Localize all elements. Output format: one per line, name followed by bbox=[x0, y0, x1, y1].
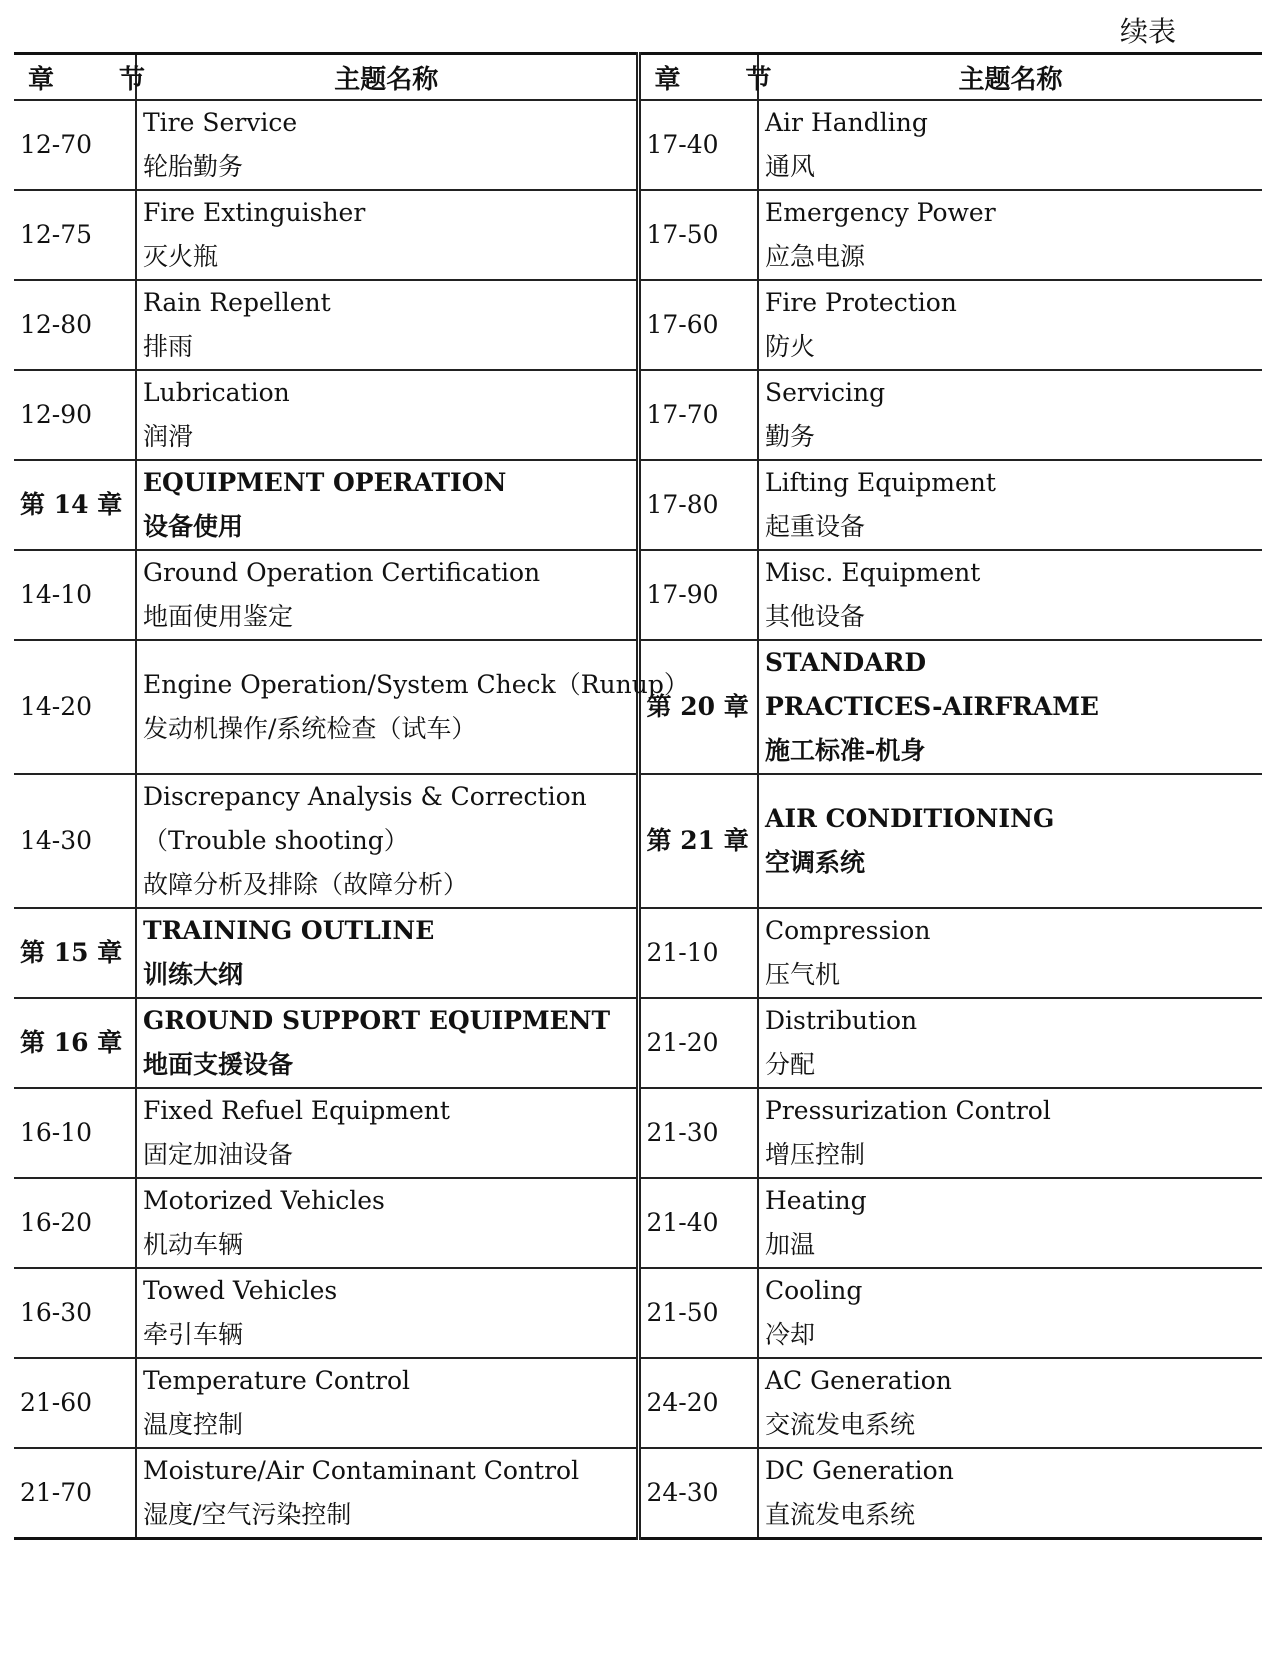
right-topic-title bbox=[758, 550, 1262, 640]
left-topic-title bbox=[136, 1358, 638, 1448]
left-chapter-code: 21-60 bbox=[14, 1358, 136, 1448]
table-row bbox=[14, 460, 1262, 550]
right-topic-title bbox=[758, 908, 1262, 998]
topic-line: （Trouble shooting） bbox=[143, 826, 409, 855]
right-chapter-code: 17-60 bbox=[638, 280, 758, 370]
right-chapter-code: 17-50 bbox=[638, 190, 758, 280]
left-topic-title bbox=[136, 370, 638, 460]
topic-line: Lifting Equipment bbox=[765, 468, 996, 497]
header-title-left: 主题名称 bbox=[136, 54, 638, 101]
left-topic-title bbox=[136, 550, 638, 640]
right-topic-title bbox=[758, 100, 1262, 190]
topic-line: 训练大纲 bbox=[143, 960, 244, 989]
table-row bbox=[14, 1448, 1262, 1539]
topic-line: 起重设备 bbox=[765, 512, 866, 541]
left-topic-title bbox=[136, 998, 638, 1088]
right-chapter-code: 21-30 bbox=[638, 1088, 758, 1178]
topic-line: Engine Operation/System Check（Runup） bbox=[143, 670, 689, 699]
topic-line: AIR CONDITIONING bbox=[765, 804, 1055, 833]
right-topic-title bbox=[758, 280, 1262, 370]
right-topic-title bbox=[758, 1088, 1262, 1178]
right-chapter-code: 17-70 bbox=[638, 370, 758, 460]
topic-line: 发动机操作/系统检查（试车） bbox=[143, 714, 477, 743]
topic-line: 分配 bbox=[765, 1050, 816, 1079]
right-chapter-code: 21-40 bbox=[638, 1178, 758, 1268]
right-topic-title bbox=[758, 370, 1262, 460]
topic-line: 通风 bbox=[765, 152, 816, 181]
topic-line: AC Generation bbox=[765, 1366, 952, 1395]
table-row bbox=[14, 280, 1262, 370]
chapter-table bbox=[14, 52, 1262, 1540]
continued-label: 续表 bbox=[1120, 15, 1177, 48]
right-chapter-code: 24-30 bbox=[638, 1448, 758, 1539]
left-chapter-code: 14-20 bbox=[14, 640, 136, 774]
left-topic-title bbox=[136, 280, 638, 370]
topic-line: Pressurization Control bbox=[765, 1096, 1051, 1125]
table-row bbox=[14, 908, 1262, 998]
left-chapter-code: 16-30 bbox=[14, 1268, 136, 1358]
left-chapter-code: 第 14 章 bbox=[14, 460, 136, 550]
right-chapter-code: 第 20 章 bbox=[638, 640, 758, 774]
left-chapter-code: 第 15 章 bbox=[14, 908, 136, 998]
topic-line: 勤务 bbox=[765, 422, 816, 451]
right-topic-title bbox=[758, 1268, 1262, 1358]
table-row bbox=[14, 550, 1262, 640]
topic-line: 机动车辆 bbox=[143, 1230, 244, 1259]
topic-line: Rain Repellent bbox=[143, 288, 331, 317]
topic-line: 其他设备 bbox=[765, 602, 866, 631]
topic-line: 压气机 bbox=[765, 960, 841, 989]
right-topic-title bbox=[758, 1358, 1262, 1448]
right-chapter-code: 17-90 bbox=[638, 550, 758, 640]
topic-line: 地面使用鉴定 bbox=[143, 602, 294, 631]
left-topic-title bbox=[136, 640, 689, 774]
left-chapter-code: 第 16 章 bbox=[14, 998, 136, 1088]
left-chapter-code: 21-70 bbox=[14, 1448, 136, 1539]
topic-line: 增压控制 bbox=[765, 1140, 866, 1169]
topic-line: DC Generation bbox=[765, 1456, 954, 1485]
left-chapter-code: 14-30 bbox=[14, 774, 136, 908]
table-body bbox=[14, 100, 1262, 1539]
left-chapter-code: 14-10 bbox=[14, 550, 136, 640]
left-chapter-code: 12-70 bbox=[14, 100, 136, 190]
topic-line: Emergency Power bbox=[765, 198, 996, 227]
topic-line: Misc. Equipment bbox=[765, 558, 981, 587]
left-topic-title bbox=[136, 100, 638, 190]
topic-line: 排雨 bbox=[143, 332, 194, 361]
right-topic-title bbox=[758, 774, 1262, 908]
topic-line: 冷却 bbox=[765, 1320, 816, 1349]
table-row bbox=[14, 190, 1262, 280]
table-row bbox=[14, 998, 1262, 1088]
topic-line: Cooling bbox=[765, 1276, 863, 1305]
right-topic-title bbox=[758, 460, 1262, 550]
topic-line: 防火 bbox=[765, 332, 816, 361]
topic-line: 空调系统 bbox=[765, 848, 866, 877]
topic-line: Temperature Control bbox=[143, 1366, 411, 1395]
left-topic-title bbox=[136, 1088, 638, 1178]
topic-line: Moisture/Air Contaminant Control bbox=[143, 1456, 580, 1485]
topic-line: GROUND SUPPORT EQUIPMENT bbox=[143, 1006, 611, 1035]
right-chapter-code: 24-20 bbox=[638, 1358, 758, 1448]
topic-line: 灭火瓶 bbox=[143, 242, 219, 271]
right-topic-title bbox=[758, 1448, 1262, 1539]
topic-line: 温度控制 bbox=[143, 1410, 244, 1439]
left-topic-title bbox=[136, 460, 638, 550]
topic-line: 地面支援设备 bbox=[143, 1050, 294, 1079]
topic-line: Discrepancy Analysis & Correction bbox=[143, 782, 587, 811]
topic-line: Servicing bbox=[765, 378, 886, 407]
topic-line: Distribution bbox=[765, 1006, 918, 1035]
topic-line: Tire Service bbox=[143, 108, 298, 137]
topic-line: Lubrication bbox=[143, 378, 290, 407]
left-chapter-code: 12-80 bbox=[14, 280, 136, 370]
topic-line: 轮胎勤务 bbox=[143, 152, 244, 181]
right-chapter-code: 17-80 bbox=[638, 460, 758, 550]
right-chapter-code: 第 21 章 bbox=[638, 774, 758, 908]
left-chapter-code: 16-10 bbox=[14, 1088, 136, 1178]
header-chapter-left: 章 节 bbox=[14, 54, 136, 101]
table-row bbox=[14, 640, 1262, 774]
topic-line: 牵引车辆 bbox=[143, 1320, 244, 1349]
right-chapter-code: 17-40 bbox=[638, 100, 758, 190]
topic-line: 加温 bbox=[765, 1230, 816, 1259]
left-chapter-code: 12-90 bbox=[14, 370, 136, 460]
left-topic-title bbox=[136, 774, 638, 908]
header-row bbox=[14, 54, 1262, 101]
topic-line: 设备使用 bbox=[143, 512, 244, 541]
left-topic-title bbox=[136, 1178, 638, 1268]
topic-line: 故障分析及排除（故障分析） bbox=[143, 870, 469, 899]
topic-line: 直流发电系统 bbox=[765, 1500, 916, 1529]
topic-line: Compression bbox=[765, 916, 931, 945]
header-title-right: 主题名称 bbox=[758, 54, 1262, 101]
table-row bbox=[14, 1268, 1262, 1358]
topic-line: TRAINING OUTLINE bbox=[143, 916, 435, 945]
topic-line: 交流发电系统 bbox=[765, 1410, 916, 1439]
topic-line: 湿度/空气污染控制 bbox=[143, 1500, 352, 1529]
left-chapter-code: 16-20 bbox=[14, 1178, 136, 1268]
right-topic-title bbox=[758, 190, 1262, 280]
topic-line: Fire Protection bbox=[765, 288, 957, 317]
topic-line: 施工标准-机身 bbox=[765, 736, 926, 765]
topic-line: Towed Vehicles bbox=[143, 1276, 338, 1305]
right-chapter-code: 21-50 bbox=[638, 1268, 758, 1358]
header-chapter-right: 章 节 bbox=[638, 54, 758, 101]
right-chapter-code: 21-10 bbox=[638, 908, 758, 998]
table-row bbox=[14, 774, 1262, 908]
right-topic-title bbox=[758, 1178, 1262, 1268]
table-row bbox=[14, 1358, 1262, 1448]
table-row bbox=[14, 1088, 1262, 1178]
table-row bbox=[14, 1178, 1262, 1268]
left-topic-title bbox=[136, 908, 638, 998]
left-topic-title bbox=[136, 1448, 638, 1539]
topic-line: Fire Extinguisher bbox=[143, 198, 366, 227]
topic-line: PRACTICES-AIRFRAME bbox=[765, 692, 1099, 721]
topic-line: 固定加油设备 bbox=[143, 1140, 294, 1169]
right-chapter-code: 21-20 bbox=[638, 998, 758, 1088]
topic-line: Motorized Vehicles bbox=[143, 1186, 385, 1215]
topic-line: 应急电源 bbox=[765, 242, 866, 271]
topic-line: Air Handling bbox=[765, 108, 928, 137]
table-row bbox=[14, 100, 1262, 190]
left-chapter-code: 12-75 bbox=[14, 190, 136, 280]
left-topic-title bbox=[136, 190, 638, 280]
topic-line: Ground Operation Certification bbox=[143, 558, 541, 587]
topic-line: Heating bbox=[765, 1186, 867, 1215]
topic-line: Fixed Refuel Equipment bbox=[143, 1096, 450, 1125]
table-row bbox=[14, 370, 1262, 460]
topic-line: EQUIPMENT OPERATION bbox=[143, 468, 507, 497]
right-topic-title bbox=[758, 998, 1262, 1088]
topic-line: 润滑 bbox=[143, 422, 194, 451]
table-header bbox=[14, 54, 1262, 101]
left-topic-title bbox=[136, 1268, 638, 1358]
topic-line: STANDARD bbox=[765, 648, 927, 677]
right-topic-title bbox=[758, 640, 1262, 774]
